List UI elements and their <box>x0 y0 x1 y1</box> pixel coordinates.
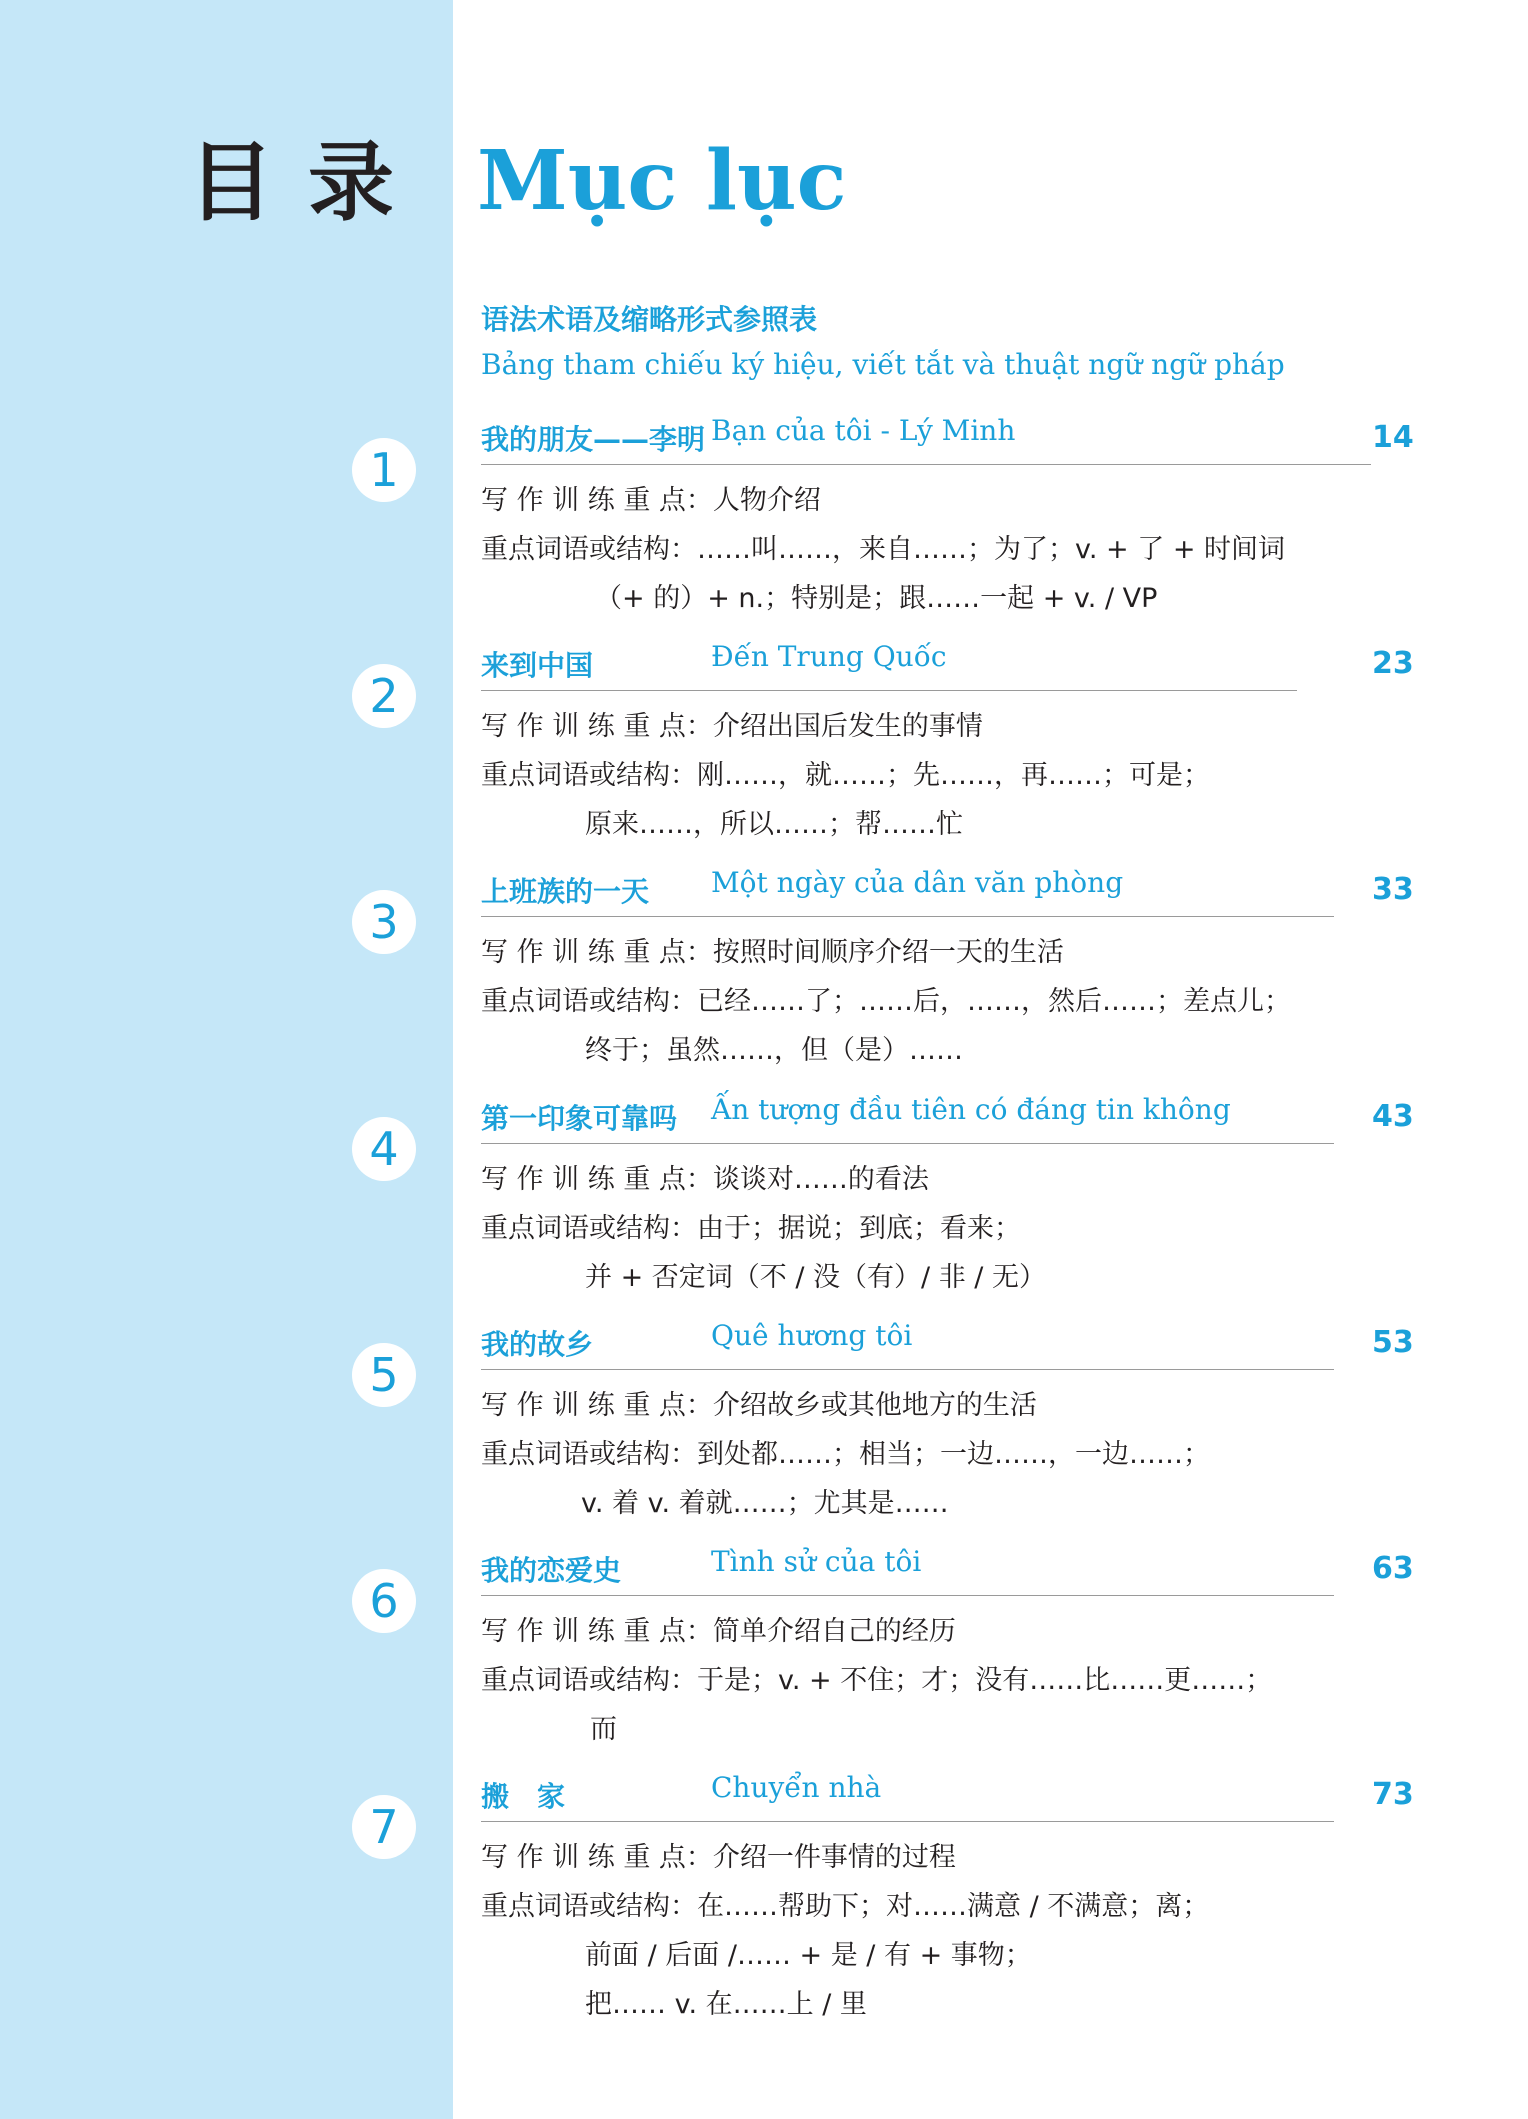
lesson-page-number[interactable]: 43 <box>1372 1099 1414 1134</box>
lesson-number-badge: 5 <box>352 1343 416 1407</box>
lesson-title-chinese[interactable]: 来到中国 <box>481 649 594 682</box>
lesson-title-chinese[interactable]: 我的故乡 <box>481 1328 594 1361</box>
lesson-divider <box>481 690 1297 691</box>
lesson-title-vietnamese[interactable]: Một ngày của dân văn phòng <box>711 866 1124 899</box>
lesson-detail-line: 写 作 训 练 重 点：人物介绍 <box>481 485 821 516</box>
lesson-title-chinese[interactable]: 我的恋爱史 <box>481 1554 622 1587</box>
lesson-page-number[interactable]: 73 <box>1372 1777 1414 1812</box>
lesson-detail-line: 写 作 训 练 重 点：简单介绍自己的经历 <box>481 1616 956 1647</box>
lesson-detail-line: 把…… v. 在……上 / 里 <box>585 1989 867 2020</box>
lesson-detail-line: 并 + 否定词（不 / 没（有）/ 非 / 无） <box>585 1262 1046 1293</box>
lesson-detail-line: 重点词语或结构：于是；v. + 不住；才；没有……比……更……； <box>481 1665 1273 1696</box>
reference-table-title-chinese[interactable]: 语法术语及缩略形式参照表 <box>481 303 818 336</box>
lesson-page-number[interactable]: 14 <box>1372 420 1414 455</box>
lesson-detail-line: 前面 / 后面 /…… + 是 / 有 + 事物； <box>585 1940 1032 1971</box>
lesson-divider <box>481 1369 1334 1370</box>
lesson-title-chinese[interactable]: 上班族的一天 <box>481 875 650 908</box>
lesson-detail-line: 重点词语或结构：……叫……，来自……；为了；v. + 了 + 时间词 <box>481 534 1286 565</box>
lesson-number-badge: 6 <box>352 1569 416 1633</box>
lesson-detail-line: （+ 的）+ n.；特别是；跟……一起 + v. / VP <box>595 583 1158 614</box>
page-title-chinese: 目录 <box>188 133 428 233</box>
lesson-number-badge: 7 <box>352 1795 416 1859</box>
lesson-title-chinese[interactable]: 搬 家 <box>481 1780 566 1813</box>
lesson-divider <box>481 1143 1334 1144</box>
lesson-detail-line: 写 作 训 练 重 点：介绍一件事情的过程 <box>481 1842 956 1873</box>
lesson-detail-line: 重点词语或结构：刚……，就……；先……，再……；可是； <box>481 760 1210 791</box>
lesson-detail-line: 重点词语或结构：到处都……；相当；一边……，一边……； <box>481 1439 1210 1470</box>
lesson-title-vietnamese[interactable]: Đến Trung Quốc <box>711 640 947 673</box>
lesson-detail-line: 终于；虽然……，但（是）…… <box>585 1035 963 1066</box>
lesson-title-vietnamese[interactable]: Tình sử của tôi <box>711 1545 922 1578</box>
lesson-page-number[interactable]: 33 <box>1372 872 1414 907</box>
lesson-detail-line: 重点词语或结构：在……帮助下；对……满意 / 不满意；离； <box>481 1891 1210 1922</box>
lesson-detail-line: v. 着 v. 着就……；尤其是…… <box>581 1488 949 1519</box>
lesson-divider <box>481 464 1371 465</box>
lesson-title-vietnamese[interactable]: Quê hương tôi <box>711 1319 913 1352</box>
lesson-detail-line: 写 作 训 练 重 点：介绍出国后发生的事情 <box>481 711 983 742</box>
page-title-vietnamese: Mục lục <box>477 133 847 229</box>
lesson-detail-line: 而 <box>590 1714 617 1745</box>
lesson-page-number[interactable]: 23 <box>1372 646 1414 681</box>
lesson-detail-line: 重点词语或结构：由于；据说；到底；看来； <box>481 1213 1021 1244</box>
lesson-title-chinese[interactable]: 第一印象可靠吗 <box>481 1102 678 1135</box>
lesson-detail-line: 重点词语或结构：已经……了；……后，……，然后……；差点儿； <box>481 986 1291 1017</box>
lesson-divider <box>481 1595 1334 1596</box>
lesson-title-vietnamese[interactable]: Ấn tượng đầu tiên có đáng tin không <box>711 1093 1231 1126</box>
lesson-detail-line: 写 作 训 练 重 点：谈谈对……的看法 <box>481 1164 929 1195</box>
lesson-page-number[interactable]: 53 <box>1372 1325 1414 1360</box>
lesson-title-vietnamese[interactable]: Chuyển nhà <box>711 1771 882 1804</box>
lesson-detail-line: 写 作 训 练 重 点：介绍故乡或其他地方的生活 <box>481 1390 1037 1421</box>
lesson-number-badge: 1 <box>352 438 416 502</box>
lesson-divider <box>481 916 1334 917</box>
lesson-detail-line: 写 作 训 练 重 点：按照时间顺序介绍一天的生活 <box>481 937 1064 968</box>
reference-table-title-vietnamese[interactable]: Bảng tham chiếu ký hiệu, viết tắt và thuật ngữ ngữ pháp <box>481 348 1285 381</box>
lesson-number-badge: 4 <box>352 1117 416 1181</box>
lesson-page-number[interactable]: 63 <box>1372 1551 1414 1586</box>
lesson-number-badge: 3 <box>352 890 416 954</box>
lesson-title-chinese[interactable]: 我的朋友——李明 <box>481 423 706 456</box>
lesson-divider <box>481 1821 1334 1822</box>
lesson-detail-line: 原来……，所以……；帮……忙 <box>585 809 963 840</box>
lesson-title-vietnamese[interactable]: Bạn của tôi - Lý Minh <box>711 414 1016 447</box>
lesson-number-badge: 2 <box>352 664 416 728</box>
